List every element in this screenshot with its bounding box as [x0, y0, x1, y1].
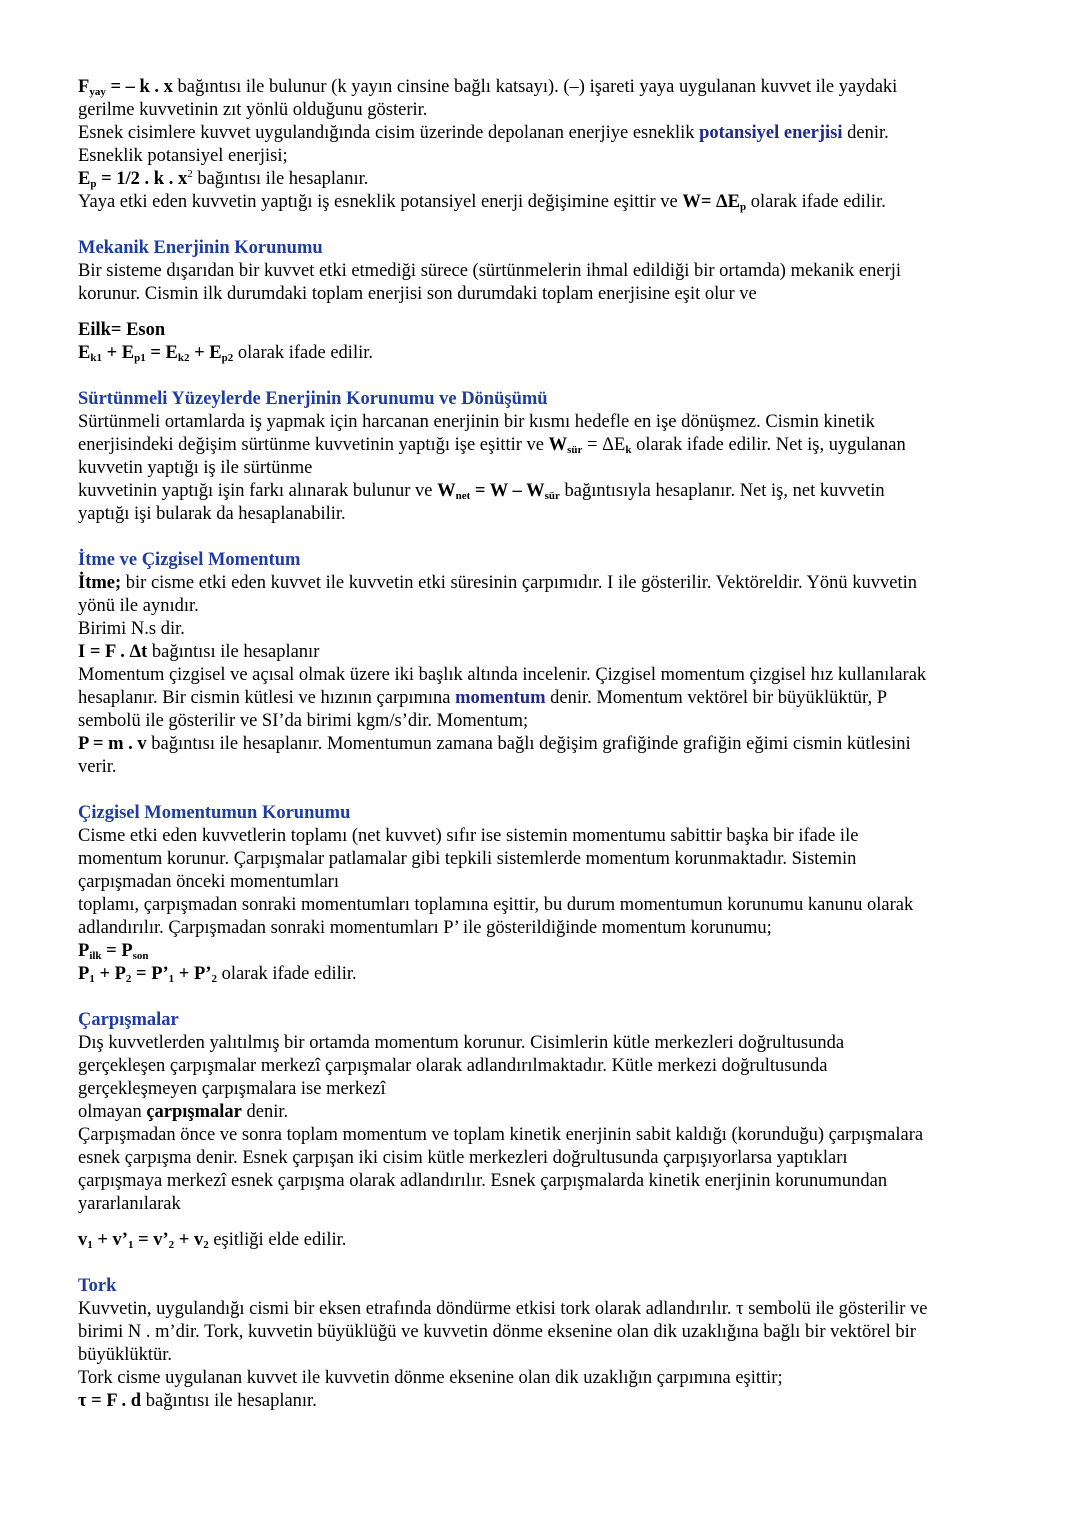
- paragraph-line: Momentum çizgisel ve açısal olmak üzere iki başlık altında incelenir. Çizgisel momentum çizgisel hız kullanılarak: [78, 665, 927, 685]
- torque-formula: τ = F . d bağıntısı ile hesaplanır.: [78, 1391, 317, 1411]
- paragraph-line: yararlanılarak: [78, 1194, 181, 1214]
- paragraph-line: sembolü ile gösterilir ve SI’da birimi kgm/s’dir. Momentum;: [78, 711, 529, 731]
- paragraph-line: Cisme etki eden kuvvetlerin toplamı (net kuvvet) sıfır ise sistemin momentumu sabittir başka bir ifade ile: [78, 826, 859, 846]
- paragraph-line: kuvvetinin yaptığı işin farkı alınarak bulunur ve $W_{net} = W - W_{sür}$ bağıntısıyla hesaplanır. Net iş, net kuvvetin: [78, 481, 885, 502]
- paragraph-line: Tork cisme uygulanan kuvvet ile kuvvetin dönme eksenine olan dik uzaklığın çarpımına eşittir;: [78, 1368, 783, 1388]
- paragraph-line: Sürtünmeli ortamlarda iş yapmak için harcanan enerjinin bir kısmı hedefle en işe dönüşmez. Cismin kinetik: [78, 412, 875, 432]
- momentum-formula: P = m . v bağıntısı ile hesaplanır. Momentumun zamana bağlı değişim grafiğinde grafiğin eğimi cismin kütlesini: [78, 734, 911, 754]
- paragraph-line: gerilme kuvvetinin zıt yönlü olduğunu gösterir.: [78, 100, 428, 120]
- paragraph-line: Kuvvetin, uygulandığı cismi bir eksen etrafında döndürme etkisi tork olarak adlandırılır. τ sembolü ile gösterilir ve: [78, 1299, 928, 1319]
- paragraph-line: yönü ile aynıdır.: [78, 596, 199, 616]
- keyword-momentum: momentum: [455, 688, 546, 708]
- paragraph-line: Esnek cisimlere kuvvet uygulandığında cisim üzerinde depolanan enerjiye esneklik potansiyel enerjisi denir.: [78, 123, 889, 143]
- paragraph-line: Esneklik potansiyel enerjisi;: [78, 146, 288, 166]
- elastic-energy-formula: $E_p = 1/2$ . k . $x^2$ bağıntısı ile hesaplanır.: [78, 168, 369, 190]
- paragraph-line: gerçekleşen çarpışmalar merkezî çarpışmalar olarak adlandırılmaktadır. Kütle merkezi doğrultusunda: [78, 1056, 828, 1076]
- paragraph-line: enerjisindeki değişim sürtünme kuvvetinin yaptığı işe eşittir ve $W_{sür} = \Delta E_k$ olarak ifade edilir. Net iş, uygulanan: [78, 435, 906, 456]
- momentum-equality-formula: $P_{ilk} = P_{son}$: [78, 941, 149, 962]
- paragraph-line: gerçekleşmeyen çarpışmalara ise merkezî: [78, 1079, 386, 1099]
- paragraph-line: Yaya etki eden kuvvetin yaptığı iş esneklik potansiyel enerji değişimine eşittir ve $W= \Delta E_p$ olarak ifade edilir.: [78, 192, 886, 213]
- velocity-equality-formula: $v_1$ + $v’_1$ = $v’_2 + v_2$ eşitliği elde edilir.: [78, 1230, 347, 1251]
- section-heading-torque: Tork: [78, 1276, 117, 1296]
- impulse-formula: I = F . Δt bağıntısı ile hesaplanır: [78, 642, 320, 662]
- paragraph-line: büyüklüktür.: [78, 1345, 173, 1365]
- paragraph-line: kuvvetin yaptığı iş ile sürtünme: [78, 458, 313, 478]
- paragraph-line: Çarpışmadan önce ve sonra toplam momentum ve toplam kinetik enerjinin sabit kaldığı (korunduğu) çarpışmalara: [78, 1125, 924, 1145]
- paragraph-line: Bir sisteme dışarıdan bir kuvvet etki etmediği sürece (sürtünmelerin ihmal edildiği bir ortamda) mekanik enerji: [78, 261, 902, 281]
- paragraph-line: Dış kuvvetlerden yalıtılmış bir ortamda momentum korunur. Cisimlerin kütle merkezleri doğrultusunda: [78, 1033, 845, 1053]
- paragraph-line: toplamı, çarpışmadan sonraki momentumları toplamına eşittir, bu durum momentumun korunumu kanunu olarak: [78, 895, 914, 915]
- paragraph-line: momentum korunur. Çarpışmalar patlamalar gibi tepkili sistemlerde momentum korunmaktadır. Sistemin: [78, 849, 857, 869]
- paragraph-line: esnek çarpışma denir. Esnek çarpışan iki cisim kütle merkezleri doğrultusunda çarpışıyorlarsa yaptıkları: [78, 1148, 848, 1168]
- paragraph-line: yaptığı işi bularak da hesaplanabilir.: [78, 504, 346, 524]
- paragraph-line: korunur. Cismin ilk durumdaki toplam enerjisi son durumdaki toplam enerjisine eşit olur ve: [78, 284, 757, 304]
- section-heading-collisions: Çarpışmalar: [78, 1010, 179, 1030]
- paragraph-line: adlandırılır. Çarpışmadan sonraki momentumları P’ ile gösterildiğinde momentum korunumu;: [78, 918, 772, 938]
- spring-force-line: $F_{yay}$ = – k . x bağıntısı ile bulunur (k yayın cinsine bağlı katsayı). (–) işareti yaya uygulanan kuvvet ile yaydaki: [78, 77, 898, 98]
- document-page: [78, 76, 1008, 1413]
- energy-equality-formula: Eilk= Eson: [78, 320, 166, 340]
- paragraph-line: hesaplanır. Bir cismin kütlesi ve hızının çarpımına momentum denir. Momentum vektörel bir büyüklüktür, P: [78, 688, 888, 708]
- momentum-sum-formula: $P_1 + P_2$ = $P’_1$ + $P’_2$ olarak ifade edilir.: [78, 964, 357, 985]
- paragraph-line: Birimi N.s dir.: [78, 619, 185, 639]
- paragraph-line: birimi N . m’dir. Tork, kuvvetin büyüklüğü ve kuvvetin dönme eksenine olan dik uzaklığına bağlı bir vektörel bir: [78, 1322, 916, 1342]
- energy-sum-formula: $E_{k1} + E_{p1} = E_{k2} + E_{p2}$ olarak ifade edilir.: [78, 343, 373, 364]
- paragraph-line: olmayan çarpışmalar denir.: [78, 1102, 289, 1122]
- keyword-potential-energy: potansiyel enerjisi: [699, 123, 843, 143]
- section-heading-mechanical-energy: Mekanik Enerjinin Korunumu: [78, 238, 323, 258]
- section-heading-momentum-conservation: Çizgisel Momentumun Korunumu: [78, 803, 351, 823]
- paragraph-line: çarpışmadan önceki momentumları: [78, 872, 339, 892]
- paragraph-line: İtme; bir cisme etki eden kuvvet ile kuvvetin etki süresinin çarpımıdır. I ile gösterilir. Vektöreldir. Yönü kuvvetin: [78, 573, 918, 593]
- section-heading-friction: Sürtünmeli Yüzeylerde Enerjinin Korunumu ve Dönüşümü: [78, 389, 548, 409]
- paragraph-line: verir.: [78, 757, 117, 777]
- paragraph-line: çarpışmaya merkezî esnek çarpışma olarak adlandırılır. Esnek çarpışmalarda kinetik enerjinin korunumundan: [78, 1171, 888, 1191]
- section-heading-impulse: İtme ve Çizgisel Momentum: [78, 550, 301, 570]
